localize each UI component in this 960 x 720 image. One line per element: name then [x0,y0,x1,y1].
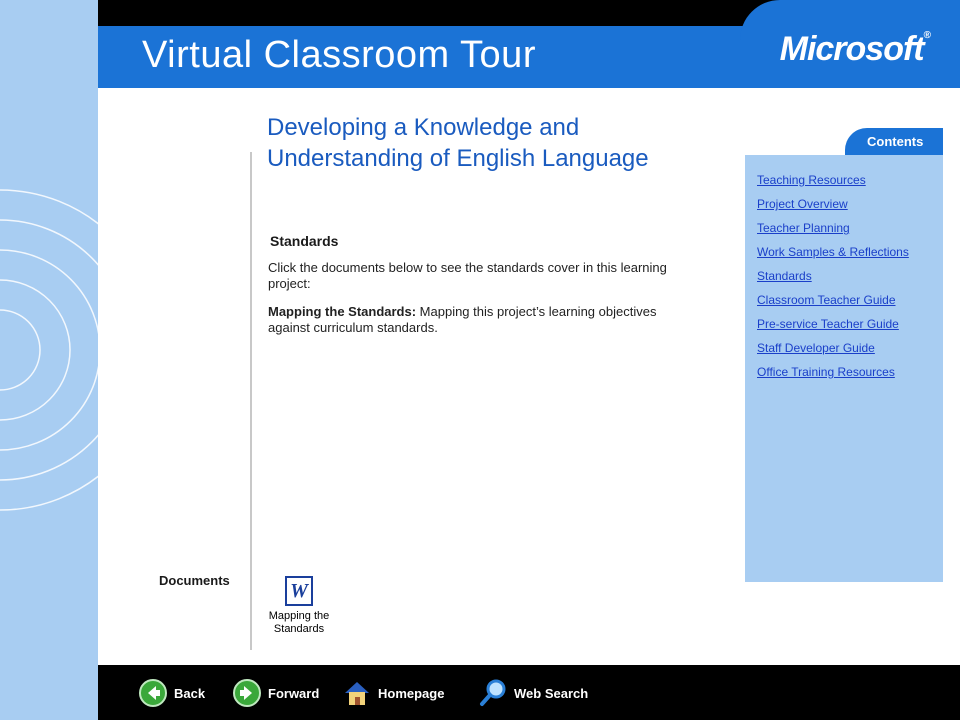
concentric-circles-decoration [0,0,98,720]
word-doc-icon[interactable]: W [285,576,313,606]
header-banner [98,0,960,88]
microsoft-logo [780,30,930,69]
back-button[interactable] [138,677,205,709]
document-title-line1: Mapping the [268,610,330,622]
contents-link-staff-developer-guide[interactable]: Staff Developer Guide [757,341,875,355]
back-label: Back [174,685,206,701]
home-icon [342,678,372,708]
mapping-label: Mapping the Standards: [268,304,417,319]
contents-item [757,267,909,291]
contents-item [757,171,909,195]
contents-nav-list [757,171,909,387]
contents-item [757,243,909,267]
documents-label: Documents [159,573,230,588]
magnifier-icon [478,678,508,708]
contents-link-office-training[interactable]: Office Training Resources [757,365,895,379]
contents-item [757,195,909,219]
contents-panel [745,155,943,582]
page-title: Developing a Knowledge and Understanding of English Language [267,114,649,172]
web-search-button[interactable] [478,677,588,709]
contents-item [757,291,909,315]
contents-item [757,363,909,387]
contents-link-teaching-resources[interactable]: Teaching Resources [757,173,866,187]
document-title-line2: Standards [273,623,325,635]
back-arrow-icon [138,678,168,708]
web-search-label: Web Search [514,685,589,701]
contents-link-work-samples[interactable]: Work Samples & Reflections [757,245,909,259]
contents-item [757,339,909,363]
logo-registered-mark: ® [923,30,930,41]
left-decorative-strip [0,0,98,720]
contents-link-standards[interactable]: Standards [757,269,812,283]
homepage-button[interactable] [342,677,444,709]
contents-tab-label: Contents [867,134,924,149]
forward-button[interactable] [232,677,319,709]
document-title [264,610,334,636]
logo-text: Microsoft [779,30,924,68]
contents-item [757,315,909,339]
mapping-desc-text: Mapping this project’s learning objectives against curriculum standards. [268,304,657,335]
document-link-mapping-standards[interactable] [264,576,334,636]
mapping-description [268,304,688,336]
app-title: Virtual Classroom Tour [142,34,536,76]
vertical-divider [250,152,252,650]
contents-link-classroom-teacher-guide[interactable]: Classroom Teacher Guide [757,293,896,307]
footer-nav-bar [98,665,960,720]
standards-heading: Standards [270,233,339,249]
contents-tab [845,128,943,155]
standards-intro: Click the documents below to see the standards cover in this learning project: [268,260,667,291]
contents-item [757,219,909,243]
contents-link-project-overview[interactable]: Project Overview [757,197,848,211]
forward-arrow-icon [232,678,262,708]
homepage-label: Homepage [378,685,445,701]
forward-label: Forward [268,685,320,701]
contents-link-teacher-planning[interactable]: Teacher Planning [757,221,850,235]
contents-link-preservice-teacher-guide[interactable]: Pre-service Teacher Guide [757,317,899,331]
